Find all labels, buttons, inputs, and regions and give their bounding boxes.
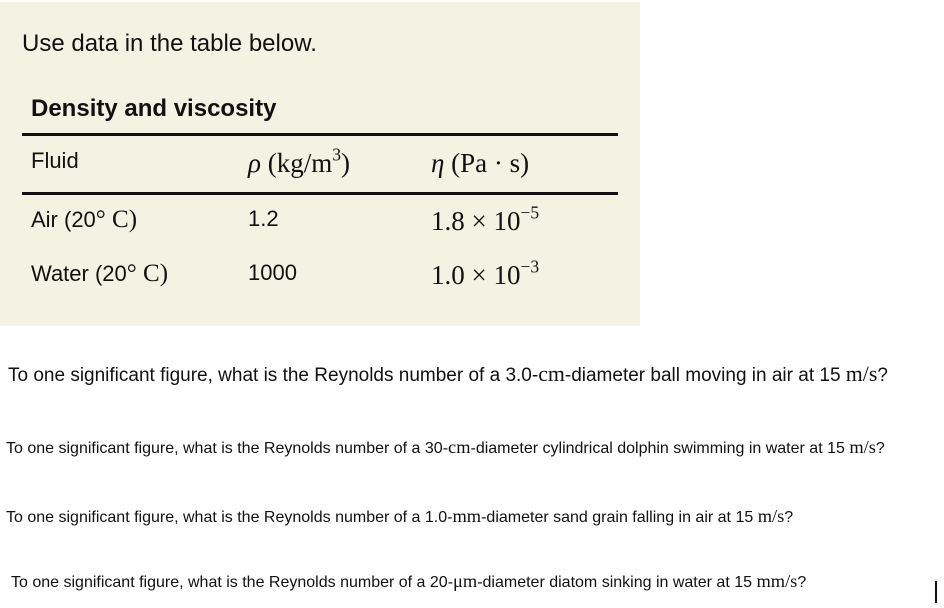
viscosity-exponent: −5 [520, 202, 540, 223]
question-mark: ? [784, 509, 794, 526]
question-text: To one significant figure, what is the Reynolds number of a 1.0- [6, 509, 453, 526]
question-mark: ? [797, 574, 807, 591]
row-water-viscosity [431, 256, 540, 291]
rho-unit-left: (kg/m [260, 148, 333, 178]
intro-text: Use data in the table below. [22, 30, 317, 57]
rho-unit-right: ) [340, 148, 350, 178]
data-panel [0, 2, 640, 326]
table-header-rule [22, 192, 618, 195]
fluid-temp-unit: ° C) [95, 206, 138, 233]
row-water-fluid [31, 260, 168, 288]
viscosity-mantissa: 1.8 × 10 [431, 206, 521, 236]
unit: mm/s [756, 571, 798, 591]
row-air-density: 1.2 [248, 206, 279, 231]
question-2 [6, 437, 885, 458]
row-water-density: 1000 [248, 260, 297, 285]
question-3 [6, 506, 793, 527]
unit: cm [538, 362, 565, 386]
header-fluid: Fluid [31, 148, 79, 173]
fluid-temp-unit: ° C) [126, 260, 169, 287]
question-mark: ? [875, 440, 885, 457]
unit: m/s [757, 506, 785, 526]
viscosity-exponent: −3 [520, 256, 540, 277]
question-text: To one significant figure, what is the Reynolds number of a 3.0- [8, 365, 539, 386]
question-text: -diameter diatom sinking in water at 15 [477, 574, 757, 591]
row-air-viscosity [431, 202, 540, 237]
rho-unit-exponent: 3 [332, 144, 341, 165]
viscosity-mantissa: 1.0 × 10 [431, 260, 521, 290]
question-4 [11, 571, 806, 592]
fluid-name: Water (20 [31, 261, 127, 286]
table-title: Density and viscosity [31, 95, 277, 122]
table-top-rule [22, 133, 618, 136]
unit: m/s [849, 437, 876, 457]
fluid-name: Air (20 [31, 207, 96, 232]
question-text: -diameter ball moving in air at 15 [564, 365, 846, 386]
eta-symbol: η [431, 148, 445, 178]
header-density [248, 144, 350, 179]
question-text: -diameter cylindrical dolphin swimming in water at 15 [470, 440, 850, 457]
question-text: To one significant figure, what is the Reynolds number of a 20- [11, 574, 454, 591]
header-viscosity [431, 148, 529, 179]
unit: m/s [845, 362, 878, 386]
eta-unit: (Pa · s) [444, 148, 530, 178]
question-text: -diameter sand grain falling in air at 15 [481, 509, 758, 526]
unit: mm [452, 506, 482, 526]
unit: cm [448, 437, 471, 457]
row-air-fluid [31, 206, 137, 234]
unit: μm [453, 571, 478, 591]
question-text: To one significant figure, what is the Reynolds number of a 30- [6, 440, 449, 457]
text-cursor [935, 581, 937, 603]
rho-symbol: ρ [248, 148, 261, 178]
question-mark: ? [877, 365, 888, 386]
question-1 [8, 362, 888, 387]
